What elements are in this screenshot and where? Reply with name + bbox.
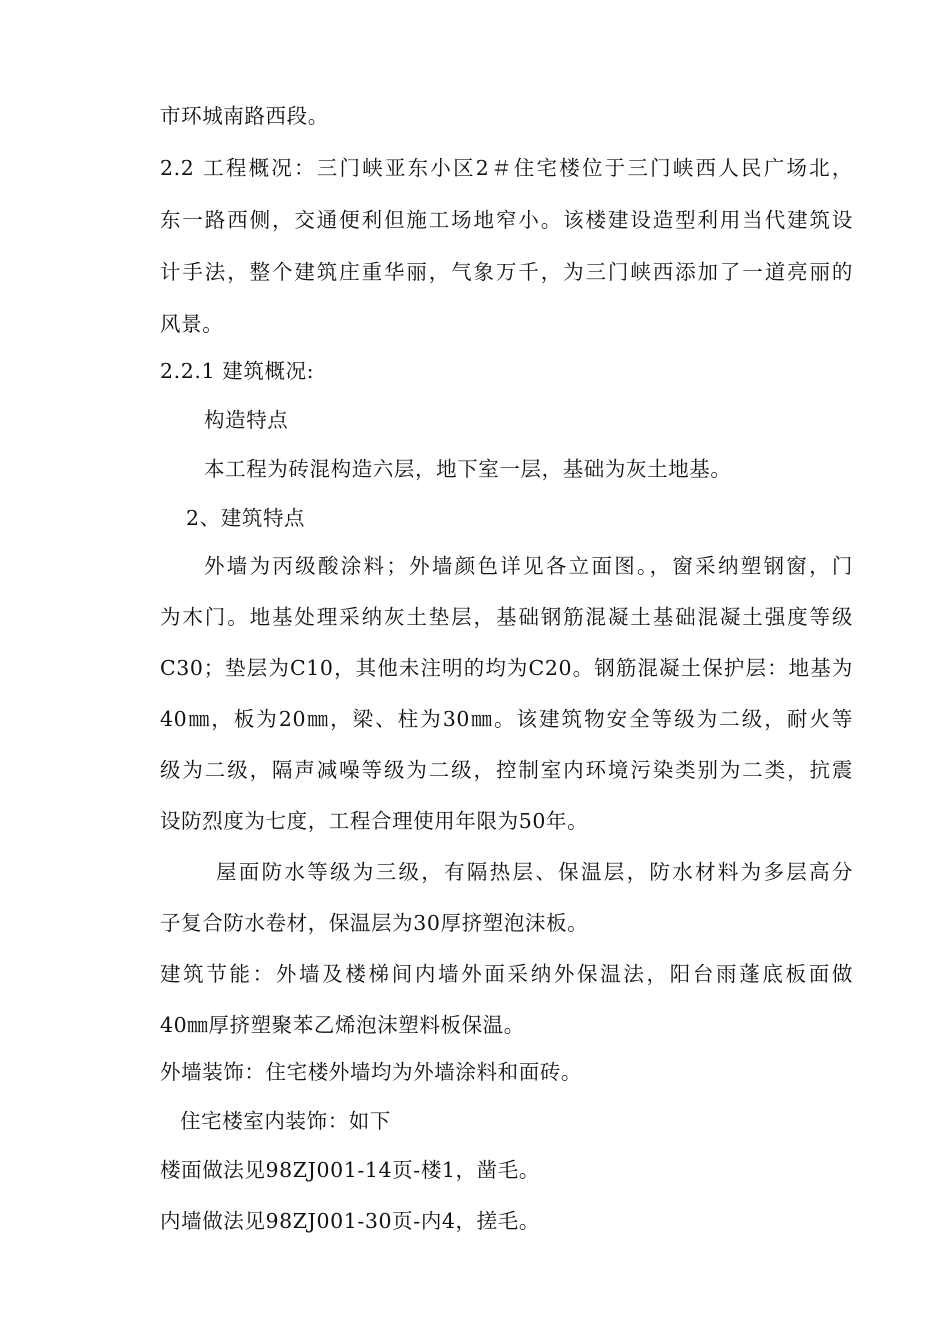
text-line: 东一路西侧，交通便利但施工场地窄小。该楼建设造型利用当代建筑设 (160, 208, 853, 232)
text-line: 内墙做法见98ZJ001-30页-内4，搓毛。 (160, 1209, 540, 1233)
text-line: 40㎜厚挤塑聚苯乙烯泡沫塑料板保温。 (160, 1013, 525, 1037)
section-2-2-1-heading: 2.2.1 建筑概况: (160, 359, 315, 383)
text-line: 计手法，整个建筑庄重华丽，气象万千，为三门峡西添加了一道亮丽的 (160, 260, 853, 284)
text-line: 子复合防水卷材，保温层为30厚挤塑泡沫板。 (160, 911, 589, 935)
subheading-structure: 构造特点 (204, 408, 289, 432)
text-line: 为木门。地基处理采纳灰土垫层，基础钢筋混凝土基础混凝土强度等级 (160, 605, 853, 629)
text-line: 设防烈度为七度，工程合理使用年限为50年。 (160, 809, 589, 833)
text-line: 建筑节能：外墙及楼梯间内墙外面采纳外保温法，阳台雨蓬底板面做 (160, 962, 853, 986)
text-line: 市环城南路西段。 (160, 104, 329, 128)
text-line: 外墙为丙级酸涂料；外墙颜色详见各立面图。，窗采纳塑钢窗，门 (204, 554, 853, 578)
text-line: 本工程为砖混构造六层，地下室一层，基础为灰土地基。 (204, 457, 732, 481)
text-line: 屋面防水等级为三级，有隔热层、保温层，防水材料为多层高分 (216, 860, 853, 884)
subheading-interior: 住宅楼室内装饰：如下 (180, 1109, 391, 1133)
text-line: C30；垫层为C10，其他未注明的均为C20。钢筋混凝土保护层：地基为 (160, 656, 853, 680)
text-line: 级为二级，隔声减噪等级为二级，控制室内环境污染类别为二类，抗震 (160, 758, 853, 782)
text-line: 外墙装饰：住宅楼外墙均为外墙涂料和面砖。 (160, 1060, 582, 1084)
text-line: 楼面做法见98ZJ001-14页-楼1，凿毛。 (160, 1158, 540, 1182)
subheading-architecture: 2、建筑特点 (186, 506, 306, 530)
text-line: 40㎜，板为20㎜，梁、柱为30㎜。该建筑物安全等级为二级，耐火等 (160, 707, 853, 731)
text-line: 风景。 (160, 312, 224, 336)
section-2-2-heading-line: 2.2 工程概况：三门峡亚东小区2＃住宅楼位于三门峡西人民广场北， (160, 156, 853, 180)
